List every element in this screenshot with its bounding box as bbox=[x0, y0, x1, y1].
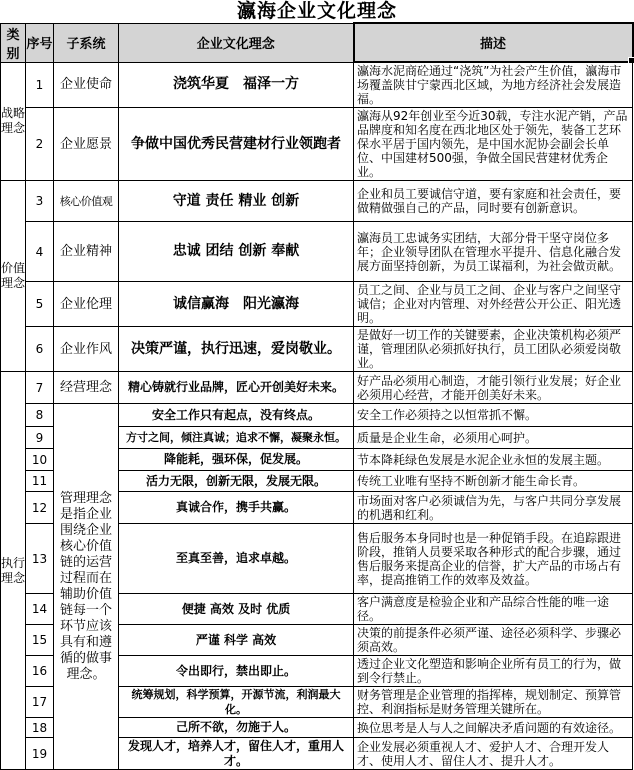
row-number-cell[interactable]: 10 bbox=[26, 449, 54, 471]
row-number-cell[interactable]: 3 bbox=[26, 181, 54, 222]
description-cell[interactable]: 传统工业唯有坚持不断创新才能生命长青。 bbox=[354, 471, 633, 492]
category-cell-execution[interactable]: 执行理念 bbox=[1, 372, 26, 770]
philosophy-cell[interactable]: 诚信赢海 阳光瀛海 bbox=[119, 282, 354, 327]
philosophy-cell[interactable]: 统筹规划，科学预算，开源节流，利润最大化。 bbox=[119, 687, 354, 718]
description-cell[interactable]: 员工之间、企业与员工之间、企业与客户之间坚守诚信；企业对内管理、对外经营公开公正、阳光透明。 bbox=[354, 282, 633, 327]
row-number-cell[interactable]: 7 bbox=[26, 372, 54, 404]
philosophy-cell[interactable]: 发现人才，培养人才，留住人才，重用人才。 bbox=[119, 738, 354, 770]
philosophy-cell[interactable]: 浇筑华夏 福泽一方 bbox=[119, 62, 354, 108]
table-row bbox=[1, 62, 633, 108]
description-cell[interactable]: 瀛海水泥商砼通过“浇筑”为社会产生价值，瀛海市场覆盖陕甘宁蒙西北区域，为地方经济社会发展造福。 bbox=[354, 62, 633, 108]
category-cell-value[interactable]: 价值理念 bbox=[1, 181, 26, 372]
page-title: 瀛海企业文化理念 bbox=[236, 0, 397, 22]
description-cell[interactable]: 节本降耗绿色发展是水泥企业永恒的发展主题。 bbox=[354, 449, 633, 471]
description-cell[interactable]: 决策的前提条件必须严谨、途径必须科学、步骤必须高效。 bbox=[354, 625, 633, 656]
subsystem-cell[interactable]: 经营理念 bbox=[54, 372, 119, 404]
header-num[interactable]: 序号 bbox=[26, 23, 54, 62]
table-row bbox=[1, 181, 633, 222]
description-cell[interactable]: 透过企业文化塑造和影响企业所有员工的行为，做到令行禁止。 bbox=[354, 656, 633, 687]
row-number-cell[interactable]: 16 bbox=[26, 656, 54, 687]
subsystem-cell[interactable]: 企业精神 bbox=[54, 222, 119, 282]
row-number-cell[interactable]: 19 bbox=[26, 738, 54, 770]
table-row bbox=[1, 282, 633, 327]
description-cell[interactable]: 企业发展必须重视人才、爱护人才、合理开发人才、使用人才、留住人才、提升人才。 bbox=[354, 738, 633, 770]
description-cell[interactable]: 换位思考是人与人之间解决矛盾问题的有效途径。 bbox=[354, 718, 633, 738]
philosophy-cell[interactable]: 降能耗，强环保，促发展。 bbox=[119, 449, 354, 471]
row-number-cell[interactable]: 11 bbox=[26, 471, 54, 492]
row-number-cell[interactable]: 12 bbox=[26, 492, 54, 524]
philosophy-cell[interactable]: 严谨 科学 高效 bbox=[119, 625, 354, 656]
philosophy-cell[interactable]: 决策严谨，执行迅速，爱岗敬业。 bbox=[119, 327, 354, 372]
table-row bbox=[1, 222, 633, 282]
description-cell[interactable]: 财务管理是企业管理的指挥棒，规划制定、预算管控、利润指标是财务管理关键所在。 bbox=[354, 687, 633, 718]
description-cell[interactable]: 安全工作必须持之以恒常抓不懈。 bbox=[354, 404, 633, 427]
subsystem-cell[interactable]: 企业作风 bbox=[54, 327, 119, 372]
header-philosophy[interactable]: 企业文化理念 bbox=[119, 23, 354, 62]
philosophy-cell[interactable]: 忠诚 团结 创新 奉献 bbox=[119, 222, 354, 282]
row-number-cell[interactable]: 2 bbox=[26, 108, 54, 181]
subsystem-cell[interactable]: 企业使命 bbox=[54, 62, 119, 108]
philosophy-cell[interactable]: 争做中国优秀民营建材行业领跑者 bbox=[119, 108, 354, 181]
philosophy-cell[interactable]: 守道 责任 精业 创新 bbox=[119, 181, 354, 222]
table-row bbox=[1, 404, 633, 427]
philosophy-cell[interactable]: 便捷 高效 及时 优质 bbox=[119, 594, 354, 625]
row-number-cell[interactable]: 1 bbox=[26, 62, 54, 108]
row-number-cell[interactable]: 8 bbox=[26, 404, 54, 427]
row-number-cell[interactable]: 15 bbox=[26, 625, 54, 656]
philosophy-cell[interactable]: 安全工作只有起点，没有终点。 bbox=[119, 404, 354, 427]
subsystem-cell[interactable]: 企业愿景 bbox=[54, 108, 119, 181]
row-number-cell[interactable]: 6 bbox=[26, 327, 54, 372]
philosophy-cell[interactable]: 活力无限，创新无限，发展无限。 bbox=[119, 471, 354, 492]
subsystem-cell[interactable]: 核心价值观 bbox=[54, 181, 119, 222]
table-row bbox=[1, 108, 633, 181]
description-cell[interactable]: 好产品必须用心制造，才能引领行业发展；好企业必须用心经营，才能开创美好未来。 bbox=[354, 372, 633, 404]
culture-table bbox=[0, 22, 634, 770]
description-cell[interactable]: 瀛海从92年创业至今近30载，专注水泥产销，产品品牌度和知名度在西北地区处于领先，装备工艺环保水平居于国内领先，是中国水泥协会副会长单位、中国建材500强，争做全国民营建材优秀企业。 bbox=[354, 108, 633, 181]
philosophy-cell[interactable]: 至真至善，追求卓越。 bbox=[119, 524, 354, 594]
header-subsystem[interactable]: 子系统 bbox=[54, 23, 119, 62]
table-row bbox=[1, 327, 633, 372]
description-cell[interactable]: 市场面对客户必须诚信为先，与客户共同分享发展的机遇和红利。 bbox=[354, 492, 633, 524]
philosophy-cell[interactable]: 真诚合作，携手共赢。 bbox=[119, 492, 354, 524]
description-cell[interactable]: 企业和员工要诚信守道，要有家庭和社会责任，要做精做强自己的产品，同时要有创新意识。 bbox=[354, 181, 633, 222]
description-cell[interactable]: 质量是企业生命，必须用心呵护。 bbox=[354, 427, 633, 449]
row-number-cell[interactable]: 18 bbox=[26, 718, 54, 738]
description-cell[interactable]: 瀛海员工忠诚务实团结，大部分骨干坚守岗位多年；企业领导团队在管理水平提升、信息化融合发展方面坚持创新，为员工谋福利，为社会做贡献。 bbox=[354, 222, 633, 282]
header-description-selected-cell[interactable]: 描述 bbox=[354, 23, 633, 62]
row-number-cell[interactable]: 13 bbox=[26, 524, 54, 594]
row-number-cell[interactable]: 4 bbox=[26, 222, 54, 282]
philosophy-cell[interactable]: 己所不欲，勿施于人。 bbox=[119, 718, 354, 738]
philosophy-cell[interactable]: 令出即行，禁出即止。 bbox=[119, 656, 354, 687]
row-number-cell[interactable]: 17 bbox=[26, 687, 54, 718]
description-cell[interactable]: 是做好一切工作的关键要素，企业决策机构必须严谨，管理团队必须抓好执行，员工团队必须爱岗敬业。 bbox=[354, 327, 633, 372]
header-row bbox=[1, 23, 633, 62]
table-row bbox=[1, 372, 633, 404]
header-category[interactable]: 类别 bbox=[1, 23, 26, 62]
row-number-cell[interactable]: 14 bbox=[26, 594, 54, 625]
philosophy-cell[interactable]: 方寸之间，倾注真诚；追求不懈，凝聚永恒。 bbox=[119, 427, 354, 449]
subsystem-cell[interactable]: 企业伦理 bbox=[54, 282, 119, 327]
row-number-cell[interactable]: 5 bbox=[26, 282, 54, 327]
category-cell-strategic[interactable]: 战略理念 bbox=[1, 62, 26, 181]
philosophy-cell[interactable]: 精心铸就行业品牌，匠心开创美好未来。 bbox=[119, 372, 354, 404]
subsystem-management-note-cell[interactable]: 管理理念是指企业围绕企业核心价值链的运营过程而在辅助价值链每一个环节应该具有和遵循的做事理念。 bbox=[54, 404, 119, 770]
row-number-cell[interactable]: 9 bbox=[26, 427, 54, 449]
description-cell[interactable]: 客户满意度是检验企业和产品综合性能的唯一途径。 bbox=[354, 594, 633, 625]
description-cell[interactable]: 售后服务本身同时也是一种促销手段。在追踪跟进阶段，推销人员要采取各种形式的配合步骤，通过售后服务来提高企业的信誉，扩大产品的市场占有率，提高推销工作的效率及效益。 bbox=[354, 524, 633, 594]
